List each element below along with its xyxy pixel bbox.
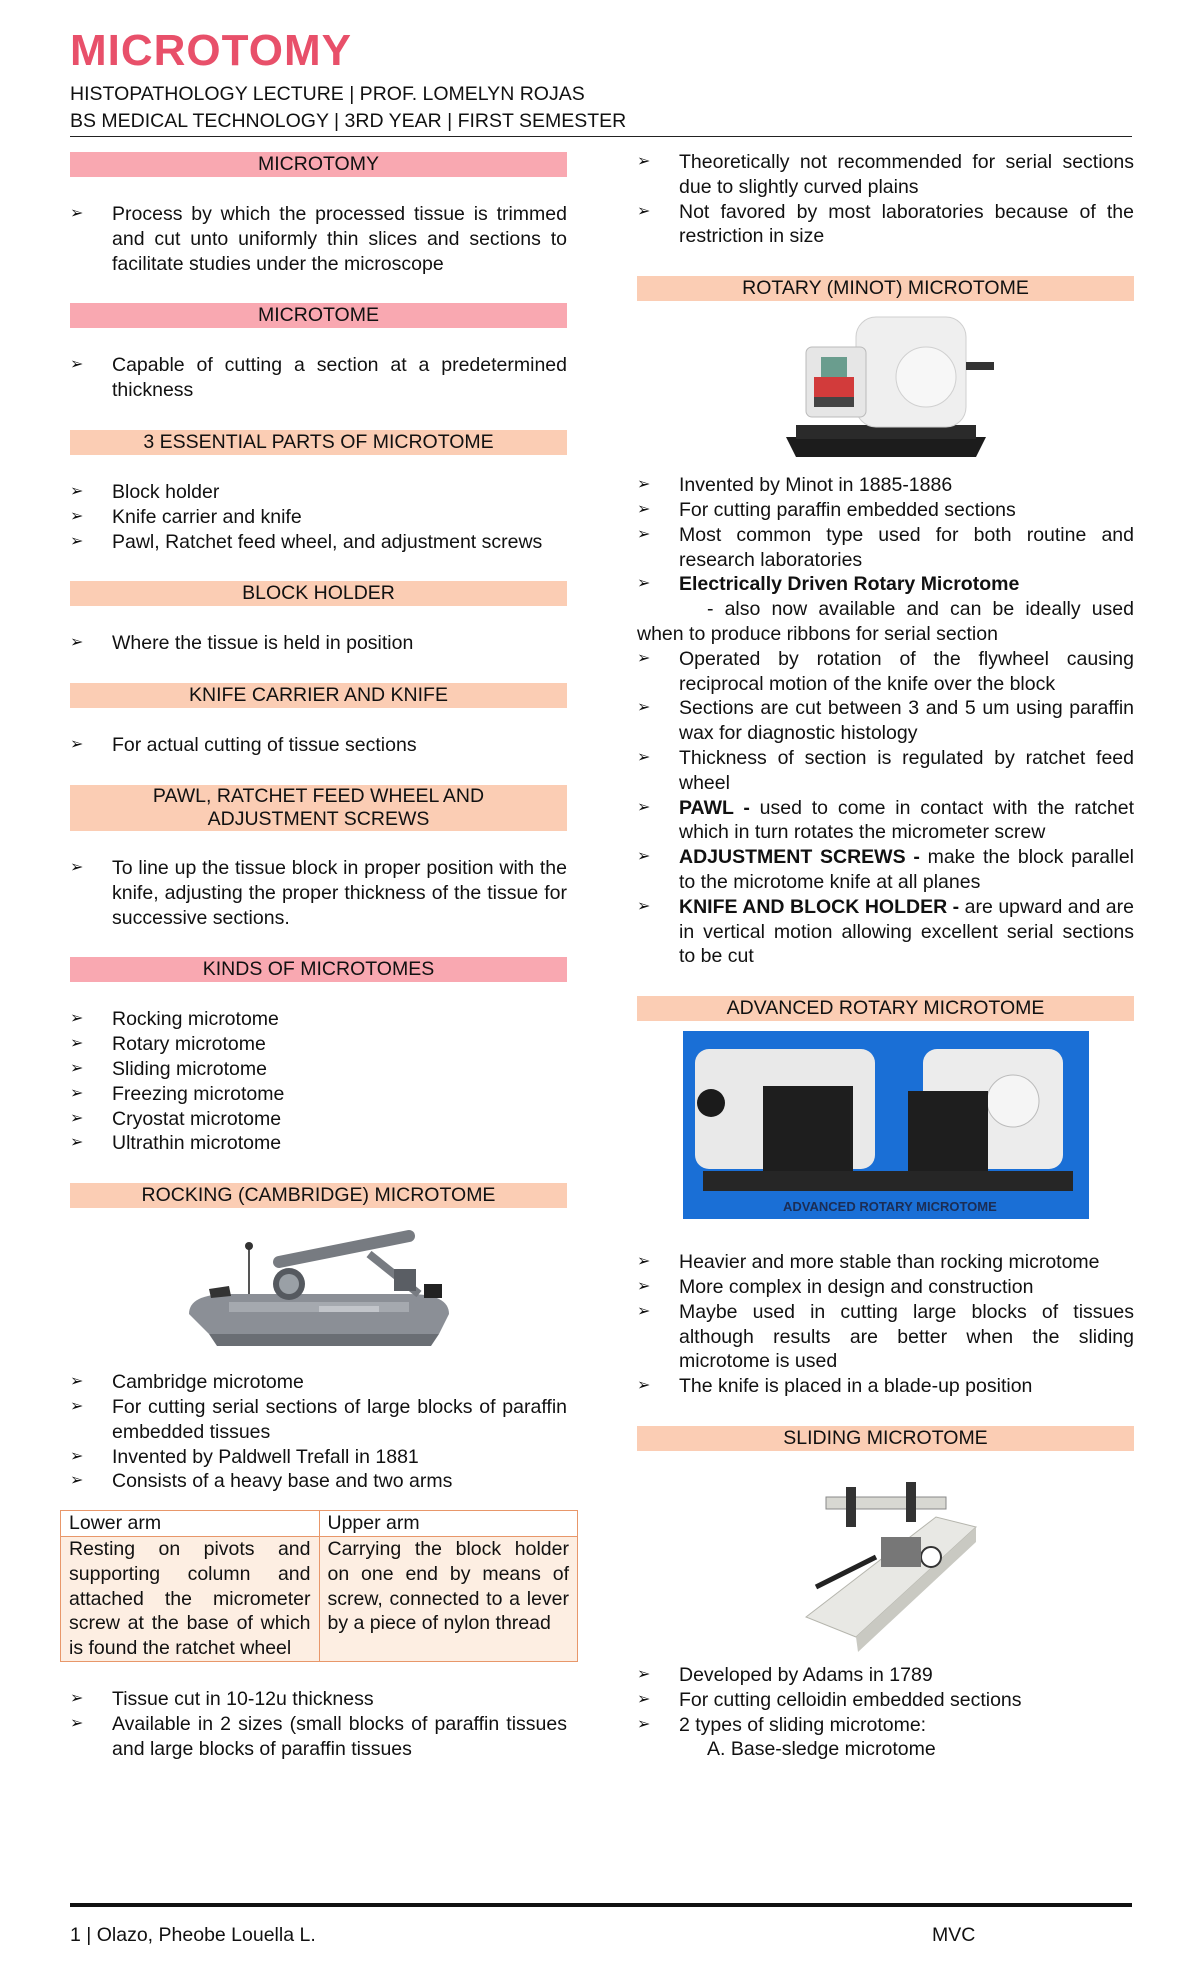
section-heading: 3 ESSENTIAL PARTS OF MICROTOME [70,430,567,455]
arrowhead-bullet-icon: ➢ [637,575,651,593]
header-rule [70,136,1132,137]
table-cell: Resting on pivots and supporting column and attached the micrometer screw at the base of which is found the ratchet wheel [61,1536,320,1661]
section-heading: KNIFE CARRIER AND KNIFE [70,683,567,708]
sub-item: A. Base-sledge microtome [707,1738,936,1761]
arrowhead-bullet-icon: ➢ [637,153,651,170]
bullet-list [637,1250,1134,1399]
arrowhead-bullet-icon: ➢ [637,476,651,494]
sliding-microtome-image [786,1457,986,1657]
image-caption: ADVANCED ROTARY MICROTOME [782,1199,997,1215]
list-item: ➢ Available in 2 sizes (small blocks of paraffin tissues and large blocks of paraffin tissues [70,1712,567,1760]
list-item: ➢ Block holder [70,480,220,503]
list-item: ➢ Operated by rotation of the flywheel causing reciprocal motion of the knife over the block [637,647,1134,695]
arrowhead-bullet-icon: ➢ [70,1035,84,1053]
list-item: ➢ KNIFE AND BLOCK HOLDER - are upward and are in vertical motion allowing excellent serial sections to be cut [637,895,1134,968]
arrowhead-bullet-icon: ➢ [637,525,651,543]
list-item: ➢ For cutting celloidin embedded sections [637,1688,1022,1711]
right-column [637,150,1134,1762]
list-item: ➢ Freezing microtome [70,1082,285,1105]
list-item: ➢ PAWL - used to come in contact with the ratchet which in turn rotates the micrometer screw [637,796,1134,844]
arrowhead-bullet-icon: ➢ [70,634,84,652]
list-item: ➢ Thickness of section is regulated by ratchet feed wheel [637,746,1134,794]
section-heading: MICROTOMY [70,152,567,177]
list-item: ➢ Consists of a heavy base and two arms [70,1470,453,1493]
arrowhead-bullet-icon: ➢ [70,205,84,222]
list-item: ➢ For cutting paraffin embedded sections [637,498,1016,521]
arrowhead-bullet-icon: ➢ [637,699,651,717]
section-heading: MICROTOME [70,303,567,328]
list-item: ➢ Cambridge microtome [70,1371,304,1394]
arrowhead-bullet-icon: ➢ [70,1397,84,1415]
section-heading: PAWL, RATCHET FEED WHEEL AND ADJUSTMENT SCREWS [70,785,567,831]
header-line-2: BS MEDICAL TECHNOLOGY | 3RD YEAR | FIRST SEMESTER [70,110,627,132]
arrowhead-bullet-icon: ➢ [70,532,84,550]
bullet-list [70,480,567,554]
page-title: MICROTOMY [70,26,352,75]
list-item: ➢ Process by which the processed tissue is trimmed and cut unto uniformly thin slices and sections to facilitate studies under the microscope [70,203,567,275]
arrowhead-bullet-icon: ➢ [637,1253,651,1271]
arrowhead-bullet-icon: ➢ [637,1302,651,1320]
arrowhead-bullet-icon: ➢ [70,858,84,876]
footer-right: MVC [932,1924,976,1946]
advanced-rotary-microtome-image [683,1031,1089,1219]
arrowhead-bullet-icon: ➢ [70,1447,84,1465]
arrowhead-bullet-icon: ➢ [70,1689,84,1707]
section-heading: BLOCK HOLDER [70,581,567,606]
list-item: ➢ Rocking microtome [70,1008,279,1031]
list-item: ➢ Tissue cut in 10-12u thickness [70,1687,374,1710]
arrowhead-bullet-icon: ➢ [70,1109,84,1127]
arrowhead-bullet-icon: ➢ [637,649,651,667]
bullet-list [637,473,1134,597]
footer-rule [70,1903,1132,1907]
section-heading: ADVANCED ROTARY MICROTOME [637,996,1134,1021]
bullet-list [637,150,1134,249]
section-heading: ROTARY (MINOT) MICROTOME [637,276,1134,301]
header-line-1: HISTOPATHOLOGY LECTURE | PROF. LOMELYN ROJAS [70,83,585,105]
arms-table [60,1510,578,1662]
list-item: ➢ Cryostat microtome [70,1107,282,1130]
list-item: ➢ Invented by Paldwell Trefall in 1881 [70,1445,419,1468]
list-item: ➢ Sliding microtome [70,1057,267,1080]
list-item: ➢ Knife carrier and knife [70,505,302,528]
arrowhead-bullet-icon: ➢ [637,748,651,766]
bullet-list [70,1007,567,1156]
arrowhead-bullet-icon: ➢ [637,1277,651,1295]
list-item: ➢ Pawl, Ratchet feed wheel, and adjustment screws [70,530,543,553]
list-item: ➢ Heavier and more stable than rocking microtome [637,1251,1100,1274]
arrowhead-bullet-icon: ➢ [637,1377,651,1395]
arrowhead-bullet-icon: ➢ [70,356,84,374]
arrowhead-bullet-icon: ➢ [637,1665,651,1683]
arrowhead-bullet-icon: ➢ [70,1472,84,1490]
bullet-list [70,202,567,276]
arrowhead-bullet-icon: ➢ [70,1010,84,1028]
arrowhead-bullet-icon: ➢ [637,202,651,220]
list-item: ➢ Ultrathin microtome [70,1132,282,1155]
list-item: ➢ Not favored by most laboratories because of the restriction in size [637,200,1134,248]
list-item: ➢ Capable of cutting a section at a predetermined thickness [70,354,567,402]
bullet-list [70,631,567,656]
bullet-list [70,353,567,403]
list-item: ➢ For cutting serial sections of large blocks of paraffin embedded tissues [70,1395,567,1443]
list-item: ➢ For actual cutting of tissue sections [70,734,417,757]
arrowhead-bullet-icon: ➢ [637,798,651,816]
list-item: ➢ Invented by Minot in 1885-1886 [637,474,953,497]
arrowhead-bullet-icon: ➢ [70,482,84,500]
list-item: ➢ Developed by Adams in 1789 [637,1663,933,1686]
rocking-microtome-image [169,1214,469,1364]
arrowhead-bullet-icon: ➢ [70,736,84,754]
list-item: ➢ To line up the tissue block in proper position with the knife, adjusting the proper thickness of the tissue for successive sections. [70,856,567,929]
list-item: ➢ ADJUSTMENT SCREWS - make the block parallel to the microtome knife at all planes [637,846,1134,893]
table-cell: Carrying the block holder on one end by means of screw, connected to a lever by a piece of nylon thread [319,1536,578,1661]
arrowhead-bullet-icon: ➢ [70,1714,84,1732]
section-heading: SLIDING MICROTOME [637,1426,1134,1451]
arrowhead-bullet-icon: ➢ [70,1134,84,1152]
list-item: ➢ Maybe used in cutting large blocks of tissues although results are better when the sliding microtome is used [637,1300,1134,1373]
table-header: Lower arm [61,1511,320,1537]
bullet-list [637,1663,1134,1737]
list-item: ➢ Rotary microtome [70,1033,266,1056]
rotary-microtome-image [766,307,1006,467]
list-item: ➢ 2 types of sliding microtome: [637,1713,927,1736]
list-item: ➢ Sections are cut between 3 and 5 um using paraffin wax for diagnostic histology [637,697,1134,745]
bullet-list [70,733,567,758]
table-header: Upper arm [319,1511,578,1537]
bullet-list [70,1687,567,1761]
footer-left: 1 | Olazo, Pheobe Louella L. [70,1924,316,1946]
arrowhead-bullet-icon: ➢ [70,1084,84,1102]
list-item: ➢ Where the tissue is held in position [70,632,414,655]
section-heading: ROCKING (CAMBRIDGE) MICROTOME [70,1183,567,1208]
arrowhead-bullet-icon: ➢ [637,500,651,518]
arrowhead-bullet-icon: ➢ [70,507,84,525]
left-column [70,150,567,1761]
bullet-list [637,647,1134,969]
arrowhead-bullet-icon: ➢ [70,1373,84,1391]
section-heading: KINDS OF MICROTOMES [70,957,567,982]
list-item: ➢ The knife is placed in a blade-up position [637,1375,1033,1398]
list-item: ➢ Theoretically not recommended for serial sections due to slightly curved plains [637,151,1134,198]
list-item: ➢ Electrically Driven Rotary Microtome [637,573,1020,596]
list-item: ➢ Most common type used for both routine and research laboratories [637,523,1134,571]
arrowhead-bullet-icon: ➢ [637,897,651,915]
arrowhead-bullet-icon: ➢ [637,1690,651,1708]
arrowhead-bullet-icon: ➢ [637,1715,651,1733]
paragraph: - also now available and can be ideally used when to produce ribbons for serial section [637,598,1134,645]
bullet-list [70,856,567,930]
bullet-list [70,1370,567,1494]
arrowhead-bullet-icon: ➢ [637,848,651,866]
arrowhead-bullet-icon: ➢ [70,1059,84,1077]
list-item: ➢ More complex in design and construction [637,1275,1034,1298]
